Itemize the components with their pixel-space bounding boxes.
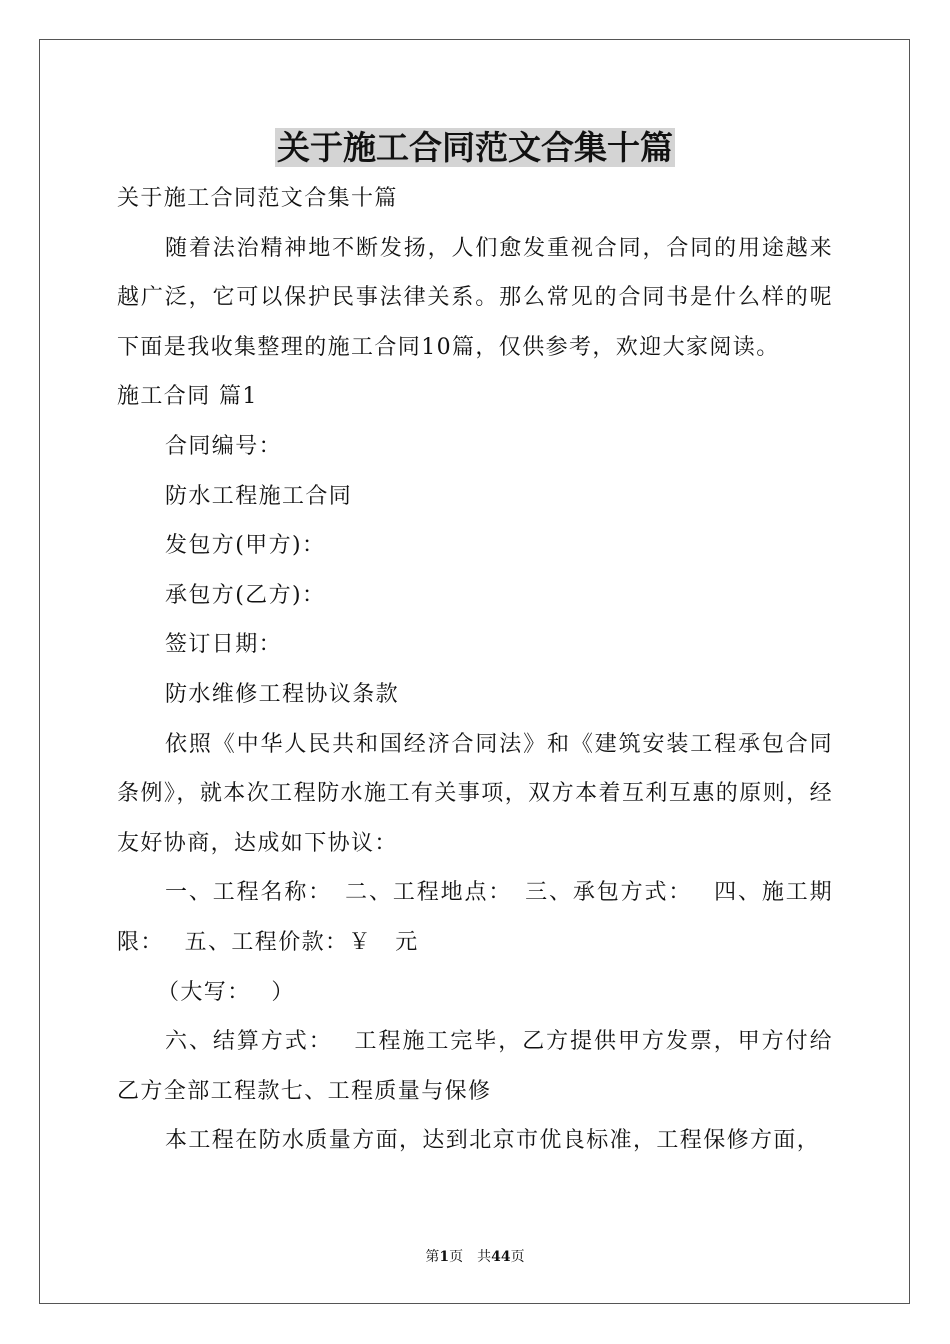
page-footer [0,1247,950,1267]
body-paragraph: 合同编号： [165,433,283,459]
body-paragraph: 随着法治精神地不断发扬，人们愈发重视合同，合同的用途越来越广泛，它可以保护民事法律关系。那么常见的合同书是什么样的呢下面是我收集整理的施工合同10篇，仅供参考，欢迎大家阅读。 [117,235,833,360]
page-mid: 页 [449,1249,464,1265]
total-suffix: 页 [510,1249,525,1265]
body-paragraph: 六、结算方式： 工程施工完毕，乙方提供甲方发票，甲方付给乙方全部工程款七、工程质量与保修 [117,1029,833,1104]
body-paragraph: 本工程在防水质量方面，达到北京市优良标准，工程保修方面， [165,1128,821,1154]
body-paragraph: 施工合同 篇1 [117,384,258,410]
body-paragraph: 防水工程施工合同 [165,483,353,509]
document-title [0,124,950,172]
body-paragraph: 签订日期： [165,632,283,658]
total-prefix: 共 [477,1249,492,1265]
body-paragraph: 一、工程名称： 二、工程地点： 三、承包方式： 四、施工期限： 五、工程价款：￥ 元 [117,880,833,955]
body-paragraph: 承包方(乙方)： [165,582,326,608]
document-body [117,174,833,1166]
page-current-number: 1 [439,1249,450,1265]
page-total-number: 44 [491,1249,511,1265]
body-paragraph: 依照《中华人民共和国经济合同法》和《建筑安装工程承包合同条例》，就本次工程防水施工有关事项，双方本着互利互惠的原则，经友好协商，达成如下协议： [117,731,833,856]
document-title-text: 关于施工合同范文合集十篇 [277,128,673,167]
page-prefix: 第 [425,1249,440,1265]
body-paragraph: （大写： ） [157,979,295,1005]
body-paragraph: 发包方(甲方)： [165,533,326,559]
body-paragraph: 关于施工合同范文合集十篇 [117,186,398,211]
body-paragraph: 防水维修工程协议条款 [165,681,400,707]
